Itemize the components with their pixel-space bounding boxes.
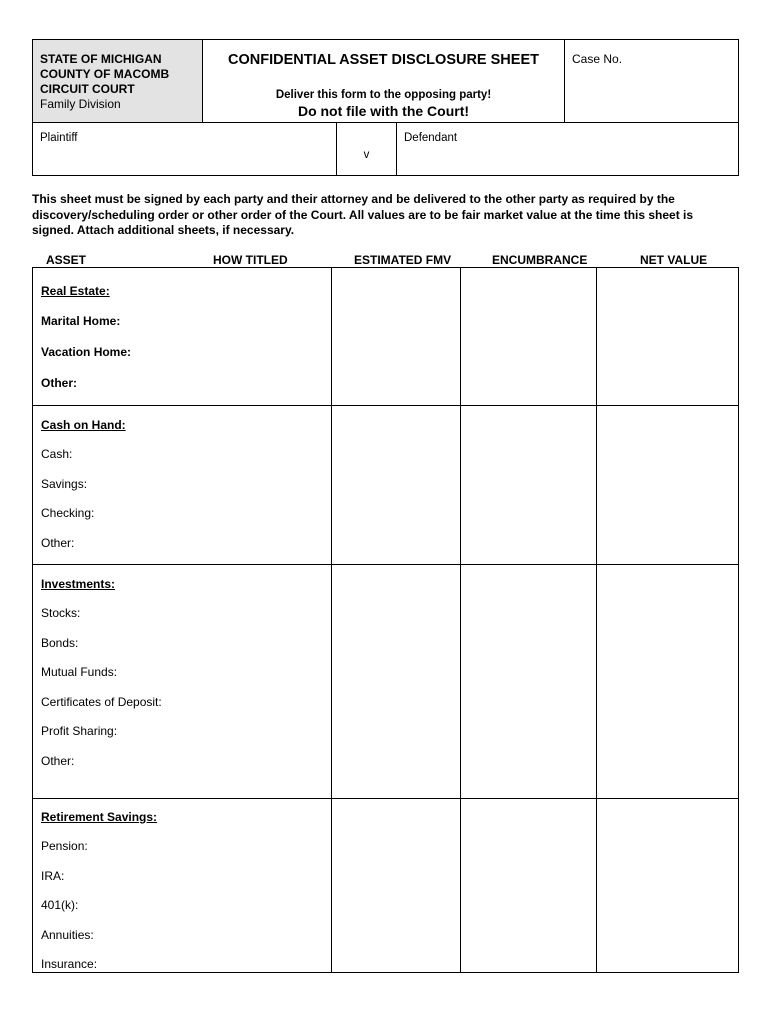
asset-label-certificates-of-deposit: Certificates of Deposit: [41,695,162,709]
court-name: CIRCUIT COURT [40,82,135,96]
column-divider [460,268,461,972]
do-not-file-note: Do not file with the Court! [297,103,470,119]
title-box [203,40,565,123]
col-header-how-titled: HOW TITLED [213,253,288,267]
asset-label-pension: Pension: [41,839,88,853]
versus-box [337,123,397,175]
asset-label-ira: IRA: [41,869,65,883]
case-number-field[interactable] [565,40,738,123]
case-number-label: Case No. [572,52,623,66]
col-header-net-value: NET VALUE [640,253,708,267]
asset-label-profit-sharing: Profit Sharing: [41,724,118,738]
asset-label-cash: Cash: [41,447,73,461]
asset-label-stocks: Stocks: [41,606,81,620]
plaintiff-label: Plaintiff [40,132,78,144]
court-county: COUNTY OF MACOMB [40,67,170,81]
asset-label-bonds: Bonds: [41,636,79,650]
col-header-encumbrance: ENCUMBRANCE [492,253,588,267]
asset-label-vacation-home: Vacation Home: [41,345,132,359]
form-header [32,39,739,176]
plaintiff-field[interactable] [33,123,337,175]
asset-label-insurance: Insurance: [41,957,98,971]
court-division: Family Division [40,97,121,111]
court-state: STATE OF MICHIGAN [40,52,162,66]
instructions-text: This sheet must be signed by each party and their attorney and be delivered to the other party as required by the discovery/scheduling order or other order of the Court. All values are to be fair market value at the time this sheet is signed. Attach additional sheets, if necessary. [32,192,694,237]
asset-label-checking: Checking: [41,506,95,520]
section-divider [33,798,738,799]
asset-label-marital-home: Marital Home: [41,314,121,328]
deliver-note: Deliver this form to the opposing party! [275,89,492,101]
defendant-field[interactable] [397,123,738,175]
asset-label-401k: 401(k): [41,898,79,912]
column-divider [331,268,332,972]
court-info-box [33,40,203,123]
asset-label-annuities: Annuities: [41,928,94,942]
asset-label-real-estate-other: Other: [41,376,77,390]
asset-label-mutual-funds: Mutual Funds: [41,665,118,679]
form-title: CONFIDENTIAL ASSET DISCLOSURE SHEET [228,52,539,68]
section-heading-real-estate: Real Estate: [41,284,110,298]
asset-table [32,267,739,973]
asset-label-investments-other: Other: [41,754,75,768]
section-heading-cash: Cash on Hand: [41,418,126,432]
asset-label-cash-other: Other: [41,536,75,550]
column-divider [596,268,597,972]
section-divider [33,564,738,565]
defendant-label: Defendant [404,132,458,144]
section-divider [33,405,738,406]
asset-label-savings: Savings: [41,477,88,491]
col-header-asset: ASSET [46,253,87,267]
section-heading-investments: Investments: [41,577,116,591]
versus-label: v [363,149,370,161]
section-heading-retirement: Retirement Savings: [41,810,158,824]
col-header-fmv: ESTIMATED FMV [354,253,452,267]
